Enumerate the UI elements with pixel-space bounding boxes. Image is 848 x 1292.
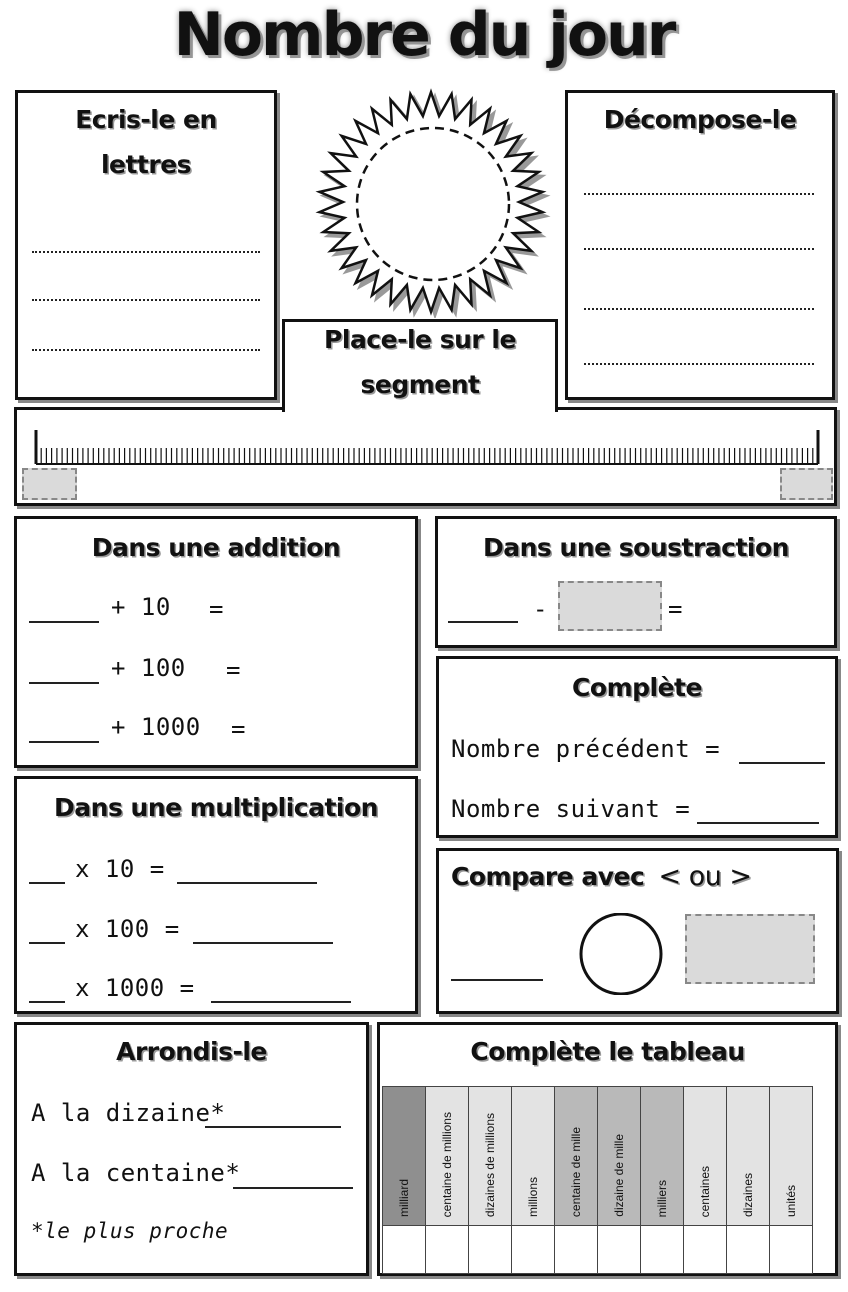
answer-line[interactable] [29, 621, 99, 623]
table-header-cell [555, 1087, 598, 1226]
multiplication-op: x 1000 = [75, 974, 195, 1002]
table-header-cell [727, 1087, 770, 1226]
addition-box [14, 516, 418, 768]
table-header-label: milliard [397, 1178, 411, 1217]
answer-line[interactable] [233, 1187, 353, 1189]
table-header-cell [598, 1087, 641, 1226]
multiplication-title: Dans une multiplication [54, 793, 378, 822]
table-header-label: centaines [698, 1165, 712, 1217]
table-header-cell [383, 1087, 426, 1226]
decompose-title: Décompose-le [603, 105, 797, 134]
addition-title: Dans une addition [91, 533, 341, 562]
multiplication-op: x 10 = [75, 855, 165, 883]
table-header-cell [641, 1087, 684, 1226]
compare-symbols: < ou > [658, 861, 752, 892]
table-header-label: unités [784, 1184, 798, 1217]
answer-line[interactable] [177, 882, 317, 884]
answer-line[interactable] [739, 762, 825, 764]
table-input-cell[interactable] [598, 1226, 641, 1274]
complete-title: Complète [572, 673, 702, 702]
answer-line[interactable] [584, 248, 814, 250]
table-header-label: milliers [655, 1179, 669, 1217]
decompose-box [565, 90, 835, 400]
answer-line[interactable] [29, 882, 65, 884]
table-header-label: dizaine de mille [612, 1134, 626, 1217]
subtraction-title: Dans une soustraction [483, 533, 789, 562]
answer-line[interactable] [584, 363, 814, 365]
table-header-label: centaine de millions [440, 1111, 454, 1217]
compare-number-box[interactable] [685, 914, 815, 984]
table-input-cell[interactable] [684, 1226, 727, 1274]
equals-sign: = [668, 595, 683, 623]
table-header-label: dizaines de millions [483, 1112, 497, 1217]
table-header-label: centaine de mille [569, 1126, 583, 1217]
equals-sign: = [231, 715, 246, 743]
equals-sign: = [226, 656, 241, 684]
table-input-cell[interactable] [512, 1226, 555, 1274]
table-header-cell [684, 1087, 727, 1226]
table-input-cell[interactable] [727, 1226, 770, 1274]
compare-title [451, 861, 836, 892]
answer-line[interactable] [584, 193, 814, 195]
complete-box [436, 656, 838, 838]
multiplication-op: x 100 = [75, 915, 180, 943]
previous-number-label: Nombre précédent = [451, 735, 721, 763]
segment-title-line2: segment [360, 370, 480, 399]
tens-label: A la dizaine* [31, 1099, 226, 1127]
answer-line[interactable] [29, 741, 99, 743]
answer-line[interactable] [29, 942, 65, 944]
next-number-label: Nombre suivant = [451, 795, 691, 823]
multiplication-box [14, 776, 418, 1014]
table-header-cell [770, 1087, 813, 1226]
write-in-letters-box [15, 90, 277, 400]
table-header-cell [512, 1087, 555, 1226]
comparison-circle[interactable] [576, 913, 666, 995]
rounding-box [14, 1022, 369, 1276]
segment-start-box[interactable] [22, 468, 77, 500]
table-input-cell[interactable] [641, 1226, 684, 1274]
answer-line[interactable] [29, 682, 99, 684]
compare-box [436, 848, 839, 1014]
answer-line[interactable] [32, 299, 260, 301]
nearest-note: *le plus proche [31, 1219, 229, 1243]
addition-op: + 1000 [111, 713, 201, 741]
addition-op: + 10 [111, 593, 171, 621]
compare-title-text: Compare avec [451, 862, 645, 891]
table-input-cell[interactable] [426, 1226, 469, 1274]
write-in-letters-title-line2: lettres [100, 150, 192, 179]
rounding-title: Arrondis-le [116, 1037, 267, 1066]
answer-line[interactable] [205, 1126, 341, 1128]
sun-number-frame[interactable] [306, 86, 556, 318]
table-header-label: dizaines [741, 1172, 755, 1217]
answer-line[interactable] [29, 1001, 65, 1003]
subtraction-box [435, 516, 837, 648]
answer-line[interactable] [451, 979, 543, 981]
write-in-letters-title-line1: Ecris-le en [75, 105, 217, 134]
equals-sign: = [209, 595, 224, 623]
segment-tab [282, 319, 558, 412]
segment-title-line1: Place-le sur le [324, 325, 516, 354]
table-title: Complète le tableau [470, 1037, 745, 1066]
table-input-cell[interactable] [770, 1226, 813, 1274]
table-input-cell[interactable] [555, 1226, 598, 1274]
answer-line[interactable] [211, 1001, 351, 1003]
segment-end-box[interactable] [780, 468, 833, 500]
addition-op: + 100 [111, 654, 186, 682]
table-input-cell[interactable] [383, 1226, 426, 1274]
minus-sign: - [533, 595, 548, 623]
page-title: Nombre du jour [173, 0, 675, 70]
answer-line[interactable] [193, 942, 333, 944]
table-header-cell [426, 1087, 469, 1226]
place-value-table [382, 1086, 813, 1274]
table-input-cell[interactable] [469, 1226, 512, 1274]
table-header-cell [469, 1087, 512, 1226]
hundreds-label: A la centaine* [31, 1159, 241, 1187]
number-line[interactable] [30, 428, 826, 470]
subtrahend-box[interactable] [558, 581, 662, 631]
answer-line[interactable] [32, 251, 260, 253]
answer-line[interactable] [448, 621, 518, 623]
answer-line[interactable] [697, 822, 819, 824]
answer-line[interactable] [32, 349, 260, 351]
answer-line[interactable] [584, 308, 814, 310]
table-header-label: millions [526, 1176, 540, 1217]
